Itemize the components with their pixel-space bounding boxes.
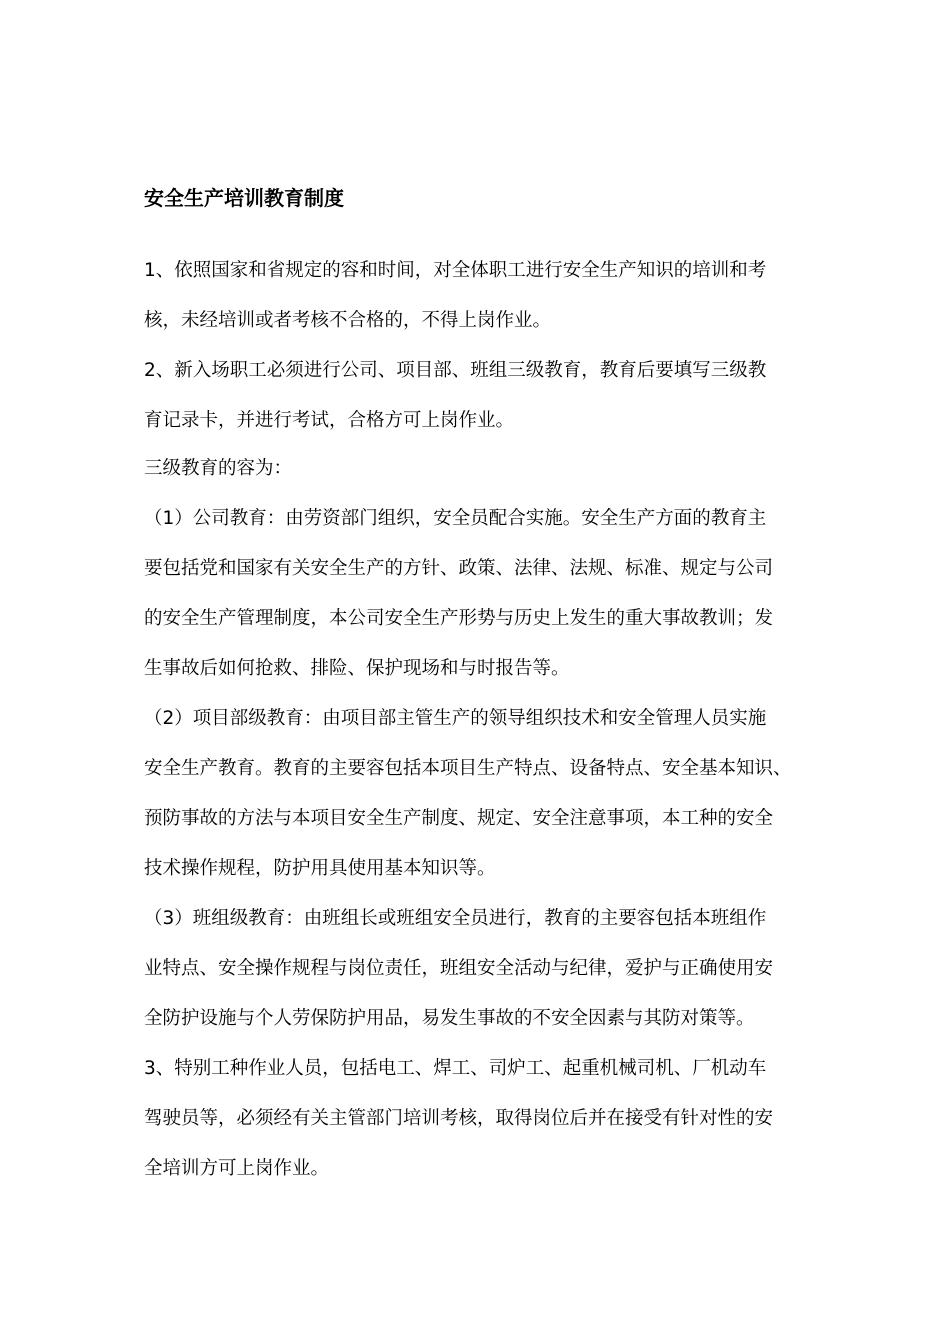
- text-line: 驾驶员等，必须经有关主管部门培训考核，取得岗位后并在接受有针对性的安: [144, 1108, 774, 1129]
- text-line: 育记录卡，并进行考试，合格方可上岗作业。: [144, 410, 515, 431]
- text-line: 技术操作规程，防护用具使用基本知识等。: [144, 858, 496, 879]
- text-line: 预防事故的方法与本项目安全生产制度、规定、安全注意事项，本工种的安全: [144, 808, 774, 829]
- text-line: （3）班组级教育：由班组长或班组安全员进行，教育的主要容包括本班组作: [144, 908, 767, 929]
- text-line: 核，未经培训或者考核不合格的，不得上岗作业。: [144, 310, 552, 331]
- text-line: 全培训方可上岗作业。: [144, 1158, 330, 1179]
- text-line: 业特点、安全操作规程与岗位责任，班组安全活动与纪律，爱护与正确使用安: [144, 958, 774, 979]
- text-line: 1、依照国家和省规定的容和时间，对全体职工进行安全生产知识的培训和考: [144, 260, 767, 281]
- text-line: （1）公司教育：由劳资部门组织，安全员配合实施。安全生产方面的教育主: [144, 508, 767, 529]
- text-line: 2、新入场职工必须进行公司、项目部、班组三级教育，教育后要填写三级教: [144, 360, 767, 381]
- text-line: （2）项目部级教育：由项目部主管生产的领导组织技术和安全管理人员实施: [144, 708, 767, 729]
- text-line: 安全生产教育。教育的主要容包括本项目生产特点、设备特点、安全基本知识、: [144, 758, 792, 779]
- document-title: 安全生产培训教育制度: [144, 186, 344, 210]
- text-line: 生事故后如何抢救、排险、保护现场和与时报告等。: [144, 658, 570, 679]
- text-line: 全防护设施与个人劳保防护用品，易发生事故的不安全因素与其防对策等。: [144, 1008, 755, 1029]
- text-line: 三级教育的容为：: [144, 458, 293, 479]
- text-line: 要包括党和国家有关安全生产的方针、政策、法律、法规、标准、规定与公司: [144, 558, 774, 579]
- text-line: 3、特别工种作业人员，包括电工、焊工、司炉工、起重机械司机、厂机动车: [144, 1058, 767, 1079]
- text-line: 的安全生产管理制度，本公司安全生产形势与历史上发生的重大事故教训；发: [144, 608, 774, 629]
